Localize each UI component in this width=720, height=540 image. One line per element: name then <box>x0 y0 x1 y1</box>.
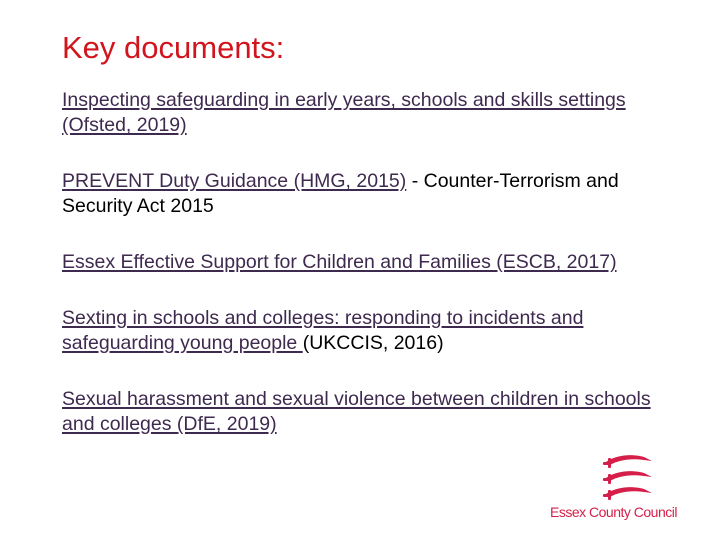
three-seaxes-icon <box>600 448 656 502</box>
document-item-dfe <box>62 387 662 437</box>
key-documents-list <box>62 88 662 437</box>
essex-county-council-logo <box>548 446 688 526</box>
document-link-escb[interactable]: Essex Effective Support for Children and Families (ESCB, 2017) <box>62 251 617 273</box>
document-link-dfe[interactable]: Sexual harassment and sexual violence between children in schools and colleges (DfE, 2019) <box>62 388 651 435</box>
logo-text: Essex County Council <box>550 504 677 520</box>
document-item-ofsted <box>62 88 662 138</box>
document-link-sexting[interactable]: Sexting in schools and colleges: responding to incidents and safeguarding young people <box>62 307 584 354</box>
document-suffix: - Counter-Terrorism and Security Act 2015 <box>62 170 619 217</box>
document-suffix: (UKCCIS, 2016) <box>302 332 444 354</box>
document-item-sexting <box>62 306 662 356</box>
document-item-prevent <box>62 169 662 219</box>
document-item-escb <box>62 250 662 275</box>
document-link-ofsted[interactable]: Inspecting safeguarding in early years, schools and skills settings (Ofsted, 2019) <box>62 89 626 136</box>
document-link-prevent[interactable]: PREVENT Duty Guidance (HMG, 2015) <box>62 170 407 192</box>
slide-title: Key documents: <box>62 30 285 65</box>
